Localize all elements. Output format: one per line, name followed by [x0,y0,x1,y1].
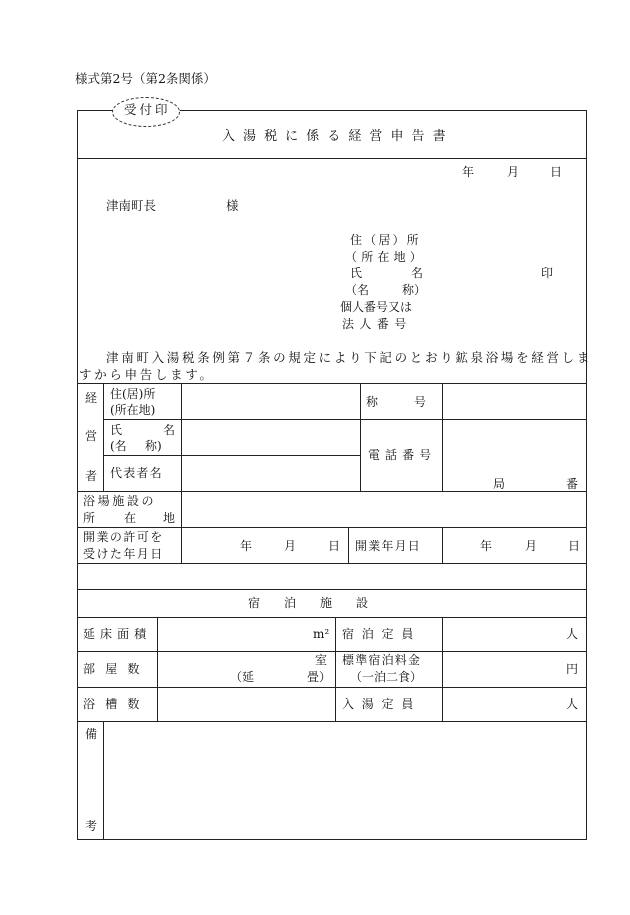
lodging-heading: 宿 泊 施 設 [248,596,369,610]
tatami-close: 畳） [307,670,332,684]
date-year: 年 [462,165,475,179]
bath-location-label-1: 浴場施設の [83,494,157,508]
remarks-label-2: 考 [85,819,98,833]
applicant-name-alt-close: 称） [402,283,427,297]
date-month: 月 [507,165,520,179]
bath-capacity-label: 入湯定員 [342,697,422,711]
operator-name-sub-b: 称) [145,439,162,453]
permit-month: 月 [284,539,297,553]
form-title: 入湯税に係る経営申告書 [222,129,454,144]
operator-side-1: 経 [85,391,98,405]
representative-label: 代表者名 [110,466,163,480]
permit-label-1: 開業の許可を [83,530,164,544]
bath-location-label-2c: 地 [163,511,176,525]
trade-name-label: 称 号 [366,395,427,409]
floor-area-unit: m² [313,627,330,641]
phone-label: 電話番号 [368,448,437,462]
addressee: 津南町長 [106,198,157,213]
applicant-name-label2: 名 [411,266,424,280]
floor-area-label: 延床面積 [83,627,152,641]
capacity-label: 宿泊定員 [342,627,422,641]
phone-number-suffix: 番 [566,477,579,491]
rate-unit: 円 [566,662,579,676]
applicant-id-label-2: 法人番号 [342,317,412,331]
operator-address-sub: (所在地) [110,403,156,417]
bath-location-label-2a: 所 [83,511,96,525]
remarks-label-1: 備 [85,727,98,741]
open-date-label: 開業年月日 [355,539,422,553]
rooms-label: 部屋数 [83,662,150,676]
operator-side-2: 営 [85,429,98,443]
open-month: 月 [525,539,538,553]
applicant-address: 住（居）所 [350,233,421,247]
operator-name-sub-a: (名 [110,439,127,453]
standard-rate-sub: （一泊二食） [350,670,423,684]
permit-day: 日 [328,539,341,553]
phone-exchange: 局 [493,477,506,491]
applicant-id-label-1: 個人番号又は [340,300,413,314]
operator-name-label-a: 氏 [110,423,123,437]
honorific: 様 [226,198,239,213]
capacity-unit: 人 [566,627,579,641]
bath-capacity-unit: 人 [566,697,579,711]
seal-mark: 印 [541,266,554,280]
receipt-stamp-label: 受付印 [124,102,171,117]
operator-name-label-b: 名 [163,423,176,437]
operator-address-label: 住(居)所 [110,387,156,401]
permit-year: 年 [240,539,253,553]
open-day: 日 [568,539,581,553]
tatami-open: （延 [230,670,255,684]
form-number: 様式第2号（第2条関係） [75,71,216,86]
operator-side-3: 者 [85,469,98,483]
permit-label-2: 受けた年月日 [83,547,164,561]
tubs-label: 浴槽数 [83,697,150,711]
rooms-unit: 室 [315,653,328,667]
applicant-location: （所在地） [345,250,427,264]
statement-line-2: すから申告します。 [79,367,215,382]
statement-line-1: 津南町入湯税条例第７条の規定により下記のとおり鉱泉浴場を経営しま [106,350,593,365]
applicant-name-alt-open: （名 [345,283,370,297]
standard-rate-label: 標準宿泊料金 [342,653,422,667]
open-year: 年 [480,539,493,553]
bath-location-label-2b: 在 [124,511,137,525]
applicant-name-label: 氏 [350,266,363,280]
date-day: 日 [550,165,563,179]
